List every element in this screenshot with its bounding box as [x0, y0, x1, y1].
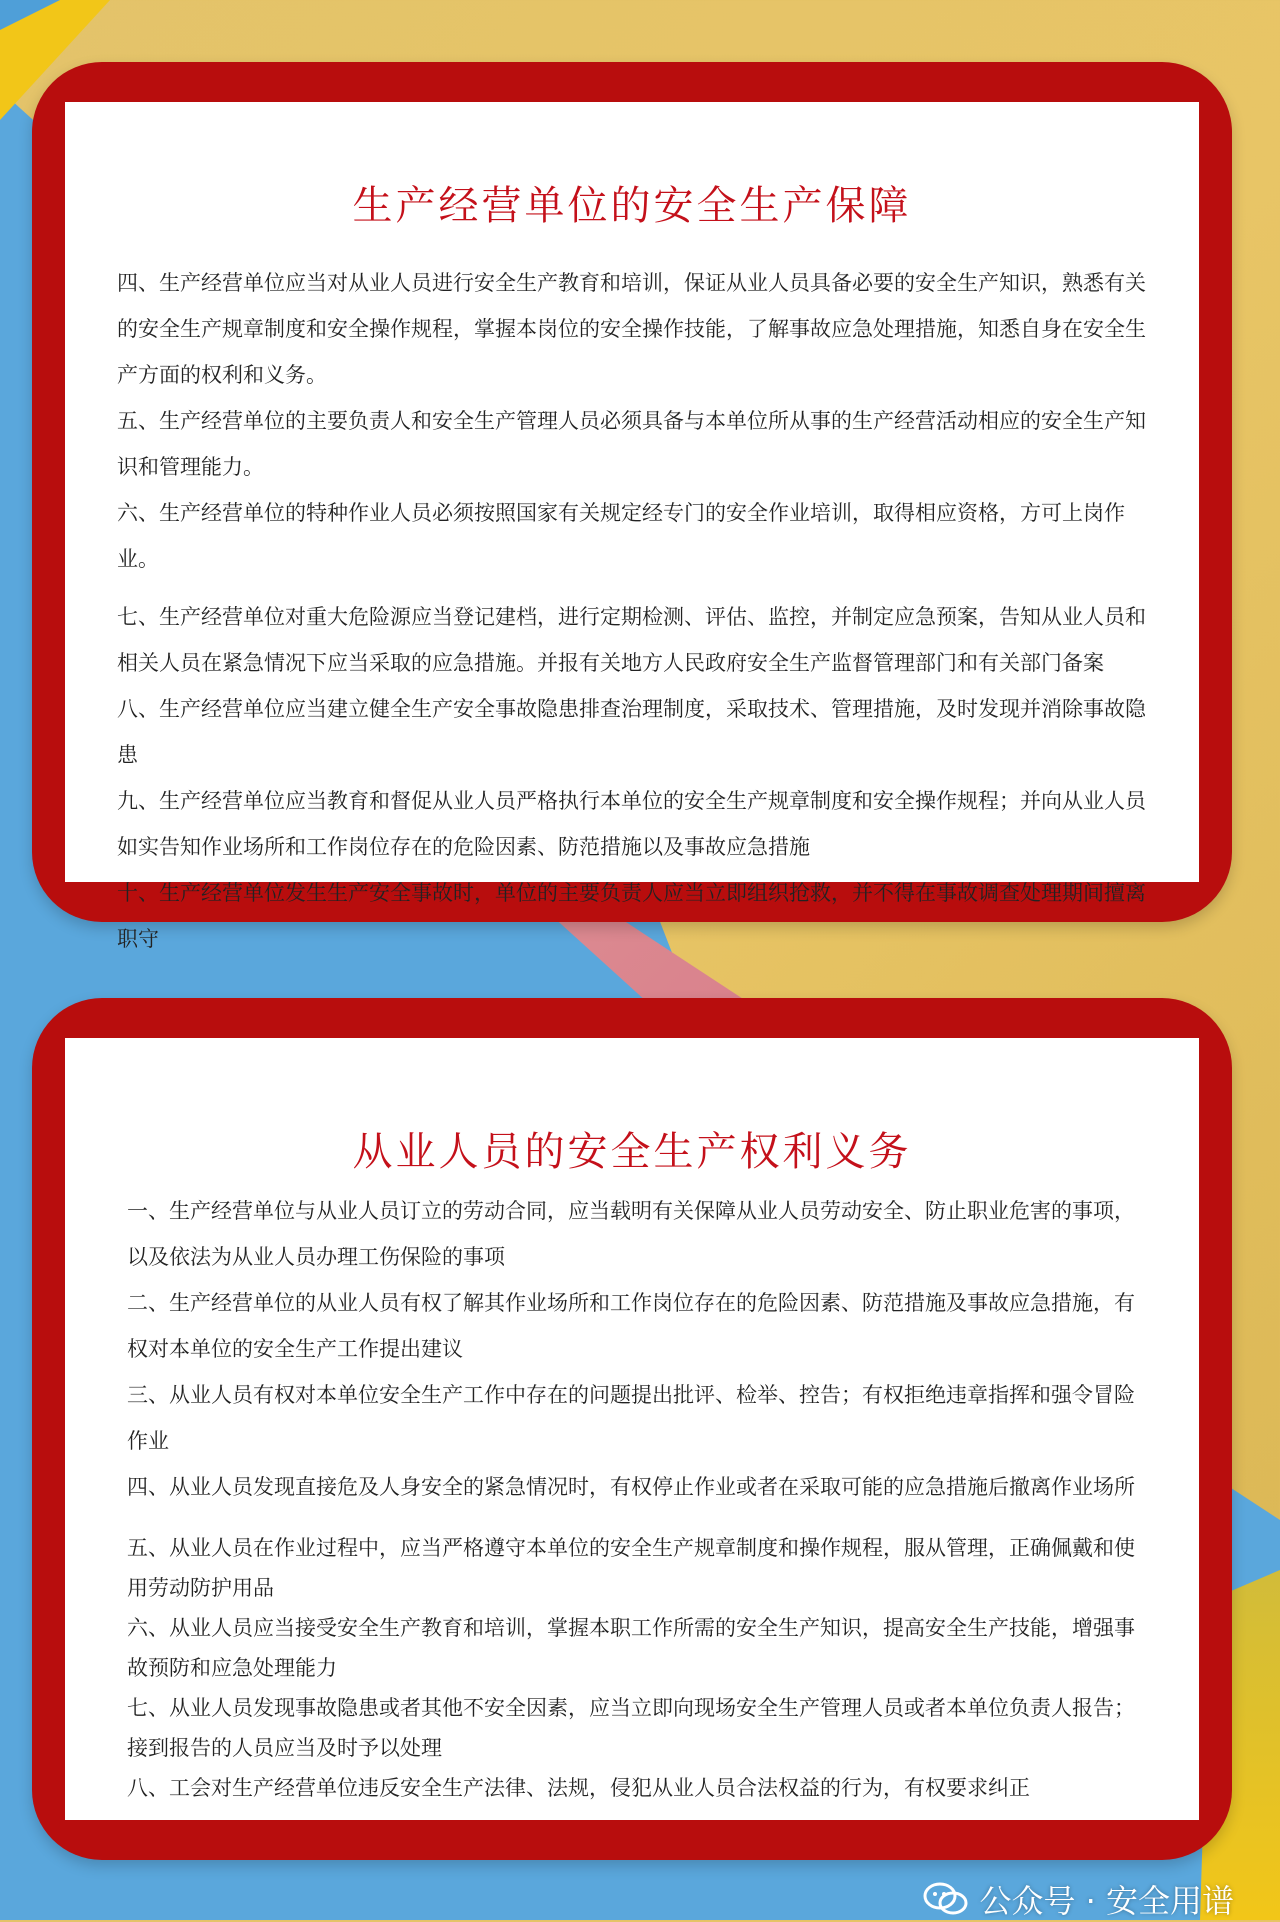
list-item: 十、生产经营单位发生生产安全事故时，单位的主要负责人应当立即组织抢救，并不得在事故调查处理期间擅离职守: [117, 881, 1146, 951]
list-item: 四、从业人员发现直接危及人身安全的紧急情况时，有权停止作业或者在采取可能的应急措施后撤离作业场所: [127, 1475, 1135, 1499]
section-card-content: [65, 102, 1199, 951]
watermark-text: 公众号 · 安全用谱: [979, 1882, 1234, 1920]
list-item: 二、生产经营单位的从业人员有权了解其作业场所和工作岗位存在的危险因素、防范措施及事故应急措施，有权对本单位的安全生产工作提出建议: [127, 1291, 1135, 1361]
list-item: 六、生产经营单位的特种作业人员必须按照国家有关规定经专门的安全作业培训，取得相应资格，方可上岗作业。: [117, 501, 1125, 571]
section-title: 生产经营单位的安全生产保障: [352, 183, 912, 229]
wechat-icon: [923, 1882, 969, 1916]
list-item: 七、生产经营单位对重大危险源应当登记建档，进行定期检测、评估、监控，并制定应急预案，告知从业人员和相关人员在紧急情况下应当采取的应急措施。并报有关地方人民政府安全生产监督管理部门和有关部门备案: [117, 605, 1146, 675]
watermark: [923, 1882, 1234, 1920]
section-card-worker-rights: [32, 998, 1232, 1860]
section-card-content: [65, 1038, 1199, 1820]
section-item-list: [127, 1188, 1137, 1808]
list-item: 九、生产经营单位应当教育和督促从业人员严格执行本单位的安全生产规章制度和安全操作规程；并向从业人员如实告知作业场所和工作岗位存在的危险因素、防范措施以及事故应急措施: [117, 789, 1146, 859]
section-item-list: [117, 260, 1163, 962]
list-item: 一、生产经营单位与从业人员订立的劳动合同，应当载明有关保障从业人员劳动安全、防止职业危害的事项，以及依法为从业人员办理工伤保险的事项: [127, 1199, 1135, 1269]
list-item: 六、从业人员应当接受安全生产教育和培训，掌握本职工作所需的安全生产知识，提高安全生产技能，增强事故预防和应急处理能力: [127, 1616, 1135, 1680]
list-item: 七、从业人员发现事故隐患或者其他不安全因素，应当立即向现场安全生产管理人员或者本单位负责人报告；接到报告的人员应当及时予以处理: [127, 1696, 1135, 1760]
list-item: 八、工会对生产经营单位违反安全生产法律、法规，侵犯从业人员合法权益的行为，有权要求纠正: [127, 1776, 1030, 1800]
list-item: 三、从业人员有权对本单位安全生产工作中存在的问题提出批评、检举、控告；有权拒绝违章指挥和强令冒险作业: [127, 1383, 1135, 1453]
list-item: 五、从业人员在作业过程中，应当严格遵守本单位的安全生产规章制度和操作规程，服从管理，正确佩戴和使用劳动防护用品: [127, 1536, 1135, 1600]
list-item: 四、生产经营单位应当对从业人员进行安全生产教育和培训，保证从业人员具备必要的安全生产知识，熟悉有关的安全生产规章制度和安全操作规程，掌握本岗位的安全操作技能，了解事故应急处理措施，知悉自身在安全生产方面的权利和义务。: [117, 271, 1146, 387]
list-item: 八、生产经营单位应当建立健全生产安全事故隐患排查治理制度，采取技术、管理措施，及时发现并消除事故隐患: [117, 697, 1146, 767]
section-title: 从业人员的安全生产权利义务: [352, 1129, 912, 1175]
section-card-unit-safety: [32, 62, 1232, 951]
list-item: 五、生产经营单位的主要负责人和安全生产管理人员必须具备与本单位所从事的生产经营活动相应的安全生产知识和管理能力。: [117, 409, 1146, 479]
